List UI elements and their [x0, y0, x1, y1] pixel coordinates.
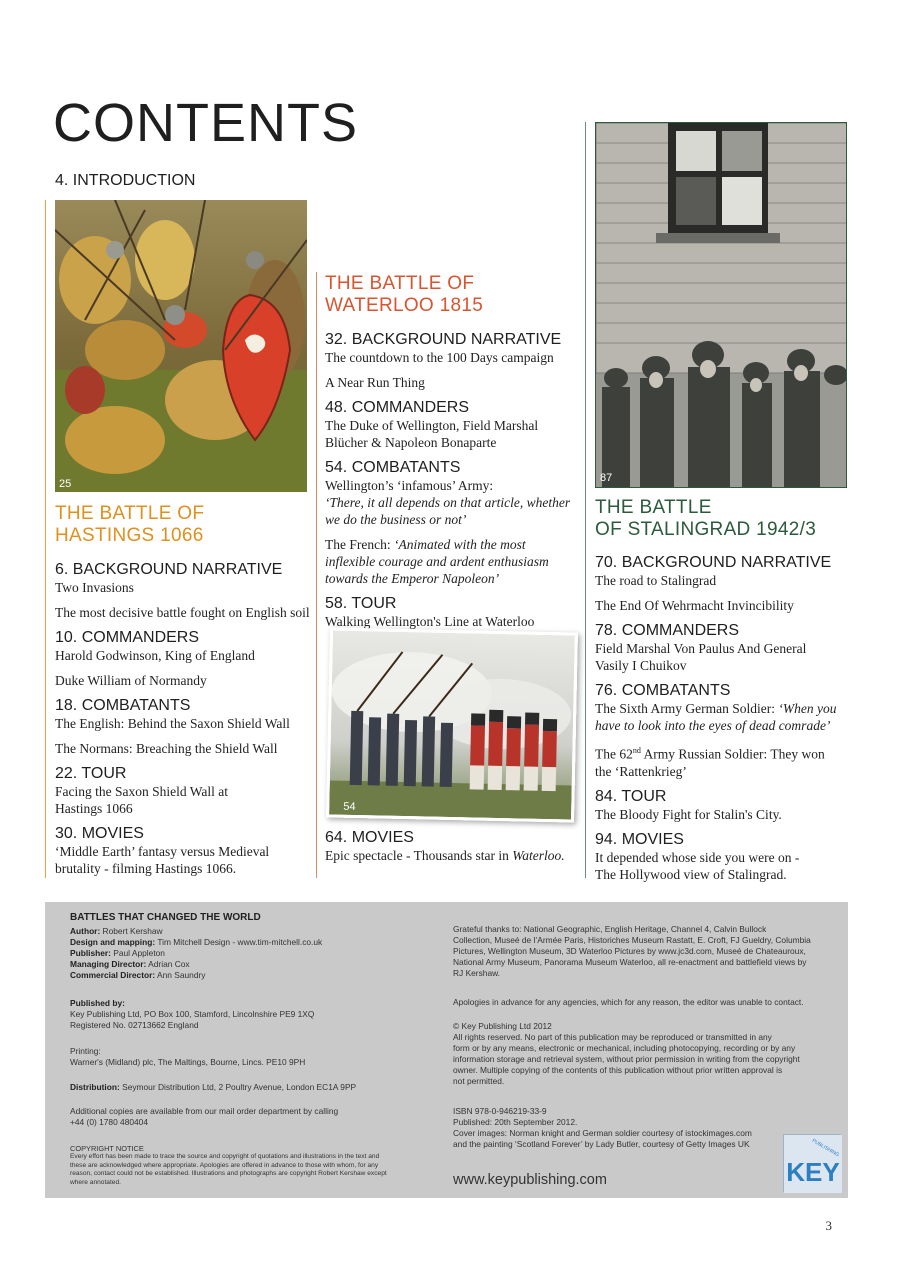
hastings-entry-desc: The English: Behind the Saxon Shield Wall: [55, 716, 290, 731]
page-title: CONTENTS: [53, 93, 358, 153]
stalingrad-image-page-label: 87: [600, 472, 613, 484]
printing-value: Warner's (Midland) plc, The Maltings, Bourne, Lincs. PE10 9PH: [70, 1057, 306, 1067]
stalingrad-movies-desc: The Hollywood view of Stalingrad.: [595, 866, 787, 882]
design-value: Tim Mitchell Design - www.tim-mitchell.co.uk: [155, 937, 323, 947]
hastings-entry-heading: 18. COMBATANTS: [55, 697, 191, 714]
waterloo-reenactment-photo: [326, 627, 578, 822]
waterloo-commanders-desc: Blücher & Napoleon Bonaparte: [325, 435, 497, 450]
hastings-entry-heading: 30. MOVIES: [55, 825, 144, 842]
waterloo-section: [325, 273, 580, 630]
waterloo-movies-title: Waterloo.: [512, 848, 565, 863]
stalingrad-movies-heading: 94. MOVIES: [595, 830, 684, 848]
stalingrad-combatants-quote: have to look into the eyes of dead comrade’: [595, 718, 831, 733]
published-by-address: Key Publishing Ltd, PO Box 100, Stamford, Lincolnshire PE9 1XQ: [70, 1009, 315, 1019]
hastings-entry-heading: 10. COMMANDERS: [55, 629, 200, 646]
waterloo-french-label: The French:: [325, 537, 394, 552]
thanks-text: Collection, Museé de l’Armée Paris, Historiches Museum Rastatt, E. Croft, FJ Gueldry, Columbia: [453, 935, 811, 945]
stalingrad-tour-heading: 84. TOUR: [595, 787, 667, 805]
thanks-text: Grateful thanks to: National Geographic, English Heritage, Channel 4, Calvin Bullock: [453, 924, 767, 934]
commercial-director-value: Ann Saundry: [155, 970, 206, 980]
copyright-line: © Key Publishing Ltd 2012: [453, 1021, 552, 1031]
copyright-notice: [70, 1145, 450, 1187]
thanks-text: Pictures, Wellington Museum, 3D Waterloo Pictures by www.jc3d.com, Museé de Chateauroux,: [453, 946, 806, 956]
published-date: Published: 20th September 2012.: [453, 1117, 578, 1127]
stalingrad-title-line1: THE BATTLE: [595, 497, 712, 518]
registered-number: Registered No. 02713662 England: [70, 1020, 199, 1030]
stalingrad-combatants-quote: ‘When you: [778, 701, 837, 716]
waterloo-background-desc: The countdown to the 100 Days campaign: [325, 350, 554, 365]
hastings-entry-desc: Two Invasions: [55, 580, 134, 595]
printing-label: Printing:: [70, 1046, 101, 1056]
waterloo-column-rule: [316, 272, 317, 878]
publisher-label: Publisher:: [70, 948, 111, 958]
additional-copies-text: Additional copies are available from our mail order department by calling: [70, 1106, 339, 1116]
key-publishing-logo: [783, 1134, 841, 1192]
waterloo-combatants-desc: Wellington’s ‘infamous’ Army:: [325, 478, 494, 493]
stalingrad-ordinal-suffix: nd: [632, 746, 641, 755]
hastings-entry-desc: Facing the Saxon Shield Wall at: [55, 784, 229, 799]
hastings-entry-desc: The Normans: Breaching the Shield Wall: [55, 741, 278, 756]
page-number: 3: [825, 1218, 832, 1233]
copyright-line: owner. Multiple copying of the contents of this publication without prior written approval is: [453, 1065, 783, 1075]
copyright-notice-text: Every effort has been made to trace the source and copyright of quotations and illustrations in the text and: [70, 1153, 380, 1161]
credits-panel: [45, 902, 848, 1198]
commercial-director-label: Commercial Director:: [70, 970, 156, 980]
managing-director-value: Adrian Cox: [146, 959, 190, 969]
copyright: [453, 1021, 838, 1087]
hastings-column-rule: [45, 200, 46, 878]
stalingrad-background-desc: The road to Stalingrad: [595, 573, 717, 588]
stalingrad-combatants-desc: The 62: [595, 746, 633, 762]
apologies: Apologies in advance for any agencies, which for any reason, the editor was unable to contact.: [453, 997, 804, 1007]
waterloo-movies-heading: 64. MOVIES: [325, 829, 414, 846]
stalingrad-title-line2: OF STALINGRAD 1942/3: [595, 519, 817, 540]
waterloo-movies-desc: Epic spectacle - Thousands star in: [325, 848, 513, 863]
stalingrad-section: [595, 497, 853, 883]
stalingrad-commanders-desc: Field Marshal Von Paulus And General: [595, 641, 807, 656]
credits-staff: [70, 926, 322, 981]
stalingrad-commanders-desc: Vasily I Chuikov: [595, 658, 687, 673]
isbn-and-covers: [453, 1106, 838, 1150]
stalingrad-tour-desc: The Bloody Fight for Stalin's City.: [595, 806, 782, 822]
copyright-line: All rights reserved. No part of this publication may be reproduced or transmitted in any: [453, 1032, 772, 1042]
hastings-image-page-label: 25: [59, 478, 72, 490]
copyright-notice-label: COPYRIGHT NOTICE: [70, 1144, 144, 1153]
waterloo-combatants-quote: we do the business or not’: [325, 512, 467, 527]
key-logo-arc-text: PUBLISHING: [810, 1137, 841, 1159]
managing-director-label: Managing Director:: [70, 959, 147, 969]
printing: [70, 1046, 305, 1068]
waterloo-movies: [325, 829, 585, 864]
key-logo-text: KEY: [786, 1157, 840, 1187]
phone-number: +44 (0) 1780 480404: [70, 1117, 149, 1127]
hastings-battle-painting: [55, 200, 307, 492]
isbn: ISBN 978-0-946219-33-9: [453, 1106, 547, 1116]
hastings-entry-desc: Hastings 1066: [55, 801, 133, 816]
copyright-line: not permitted.: [453, 1076, 505, 1086]
published-by-label: Published by:: [70, 998, 125, 1008]
waterloo-combatants-heading: 54. COMBATANTS: [325, 459, 461, 476]
cover-credit: Cover images: Norman knight and German soldier courtesy of istockimages.com: [453, 1128, 752, 1138]
stalingrad-background-heading: 70. BACKGROUND NARRATIVE: [595, 554, 832, 571]
series-title: BATTLES THAT CHANGED THE WORLD: [70, 912, 261, 923]
stalingrad-combatants-desc: the ‘Rattenkrieg’: [595, 763, 687, 779]
published-by: [70, 998, 314, 1031]
hastings-entry-desc: Harold Godwinson, King of England: [55, 648, 255, 663]
waterloo-commanders-heading: 48. COMMANDERS: [325, 399, 470, 416]
website-link[interactable]: www.keypublishing.com: [453, 1172, 607, 1188]
hastings-entry-desc: brutality - filming Hastings 1066.: [55, 861, 237, 876]
stalingrad-commanders-heading: 78. COMMANDERS: [595, 622, 740, 639]
author-value: Robert Kershaw: [100, 926, 163, 936]
publisher-value: Paul Appleton: [110, 948, 165, 958]
waterloo-combatants-desc: [325, 536, 580, 553]
hastings-entry-desc: Duke William of Normandy: [55, 673, 207, 688]
waterloo-title-line1: THE BATTLE OF: [325, 273, 475, 294]
stalingrad-combatants-desc: Army Russian Soldier: They won: [640, 746, 825, 762]
stalingrad-combatants-heading: 76. COMBATANTS: [595, 682, 731, 699]
hastings-title-line2: HASTINGS 1066: [55, 525, 204, 546]
waterloo-combatants-quote: towards the Emperor Napoleon’: [325, 571, 500, 586]
thanks: [453, 924, 838, 979]
waterloo-tour-desc: Walking Wellington's Line at Waterloo: [325, 614, 535, 629]
hastings-entry-desc: The most decisive battle fought on English soil: [55, 605, 310, 620]
design-label: Design and mapping:: [70, 937, 156, 947]
copyright-notice-text: reason, contact could not be established. Illustrations and photographs are copyright Robert Kershaw except: [70, 1170, 387, 1178]
copyright-line: form or by any means, electronic or mechanical, including photocopying, recording or by any: [453, 1043, 796, 1053]
distribution-value: Seymour Distribution Ltd, 2 Poultry Avenue, London EC1A 9PP: [119, 1082, 357, 1092]
waterloo-combatants-quote: ‘There, it all depends on that article, whether: [325, 495, 571, 510]
hastings-section: [55, 503, 310, 877]
waterloo-image-page-label: 54: [343, 800, 356, 813]
copyright-notice-text: where annotated.: [70, 1178, 121, 1186]
additional-copies: [70, 1106, 338, 1128]
stalingrad-soldiers-photo: [595, 122, 847, 488]
thanks-text: National Army Museum, Panorama Museum Waterloo, all re-enactment and battlefield views by: [453, 957, 807, 967]
waterloo-combatants-quote: ‘Animated with the most: [393, 537, 526, 552]
copyright-line: information storage and retrieval system, without prior permission in writing from the copyright: [453, 1054, 800, 1064]
author-label: Author:: [70, 926, 101, 936]
stalingrad-combatants-desc: The Sixth Army German Soldier:: [595, 701, 779, 716]
waterloo-title-line2: WATERLOO 1815: [325, 295, 484, 316]
waterloo-combatants-quote: inflexible courage and ardent enthusiasm: [325, 554, 549, 569]
thanks-text: RJ Kershaw.: [453, 968, 501, 978]
hastings-entry-heading: 6. BACKGROUND NARRATIVE: [55, 561, 283, 578]
distribution-label: Distribution:: [70, 1082, 120, 1092]
stalingrad-column-rule: [585, 122, 586, 878]
waterloo-background-heading: 32. BACKGROUND NARRATIVE: [325, 331, 562, 348]
cover-credit: and the painting ‘Scotland Forever’ by Lady Butler, courtesy of Getty Images UK: [453, 1139, 750, 1149]
stalingrad-background-desc: The End Of Wehrmacht Invincibility: [595, 598, 794, 613]
waterloo-commanders-desc: The Duke of Wellington, Field Marshal: [325, 418, 539, 433]
waterloo-background-desc: A Near Run Thing: [325, 375, 425, 390]
stalingrad-movies-desc: It depended whose side you were on -: [595, 849, 800, 865]
introduction-entry: 4. INTRODUCTION: [55, 172, 196, 189]
copyright-notice-text: these are acknowledged where appropriate. Apologies are offered in advance to those with whom, for any: [70, 1161, 379, 1169]
distribution: [70, 1082, 356, 1093]
hastings-entry-desc: ‘Middle Earth’ fantasy versus Medieval: [55, 844, 270, 859]
waterloo-tour-heading: 58. TOUR: [325, 595, 397, 612]
hastings-title-line1: THE BATTLE OF: [55, 503, 205, 524]
hastings-entry-heading: 22. TOUR: [55, 765, 127, 782]
